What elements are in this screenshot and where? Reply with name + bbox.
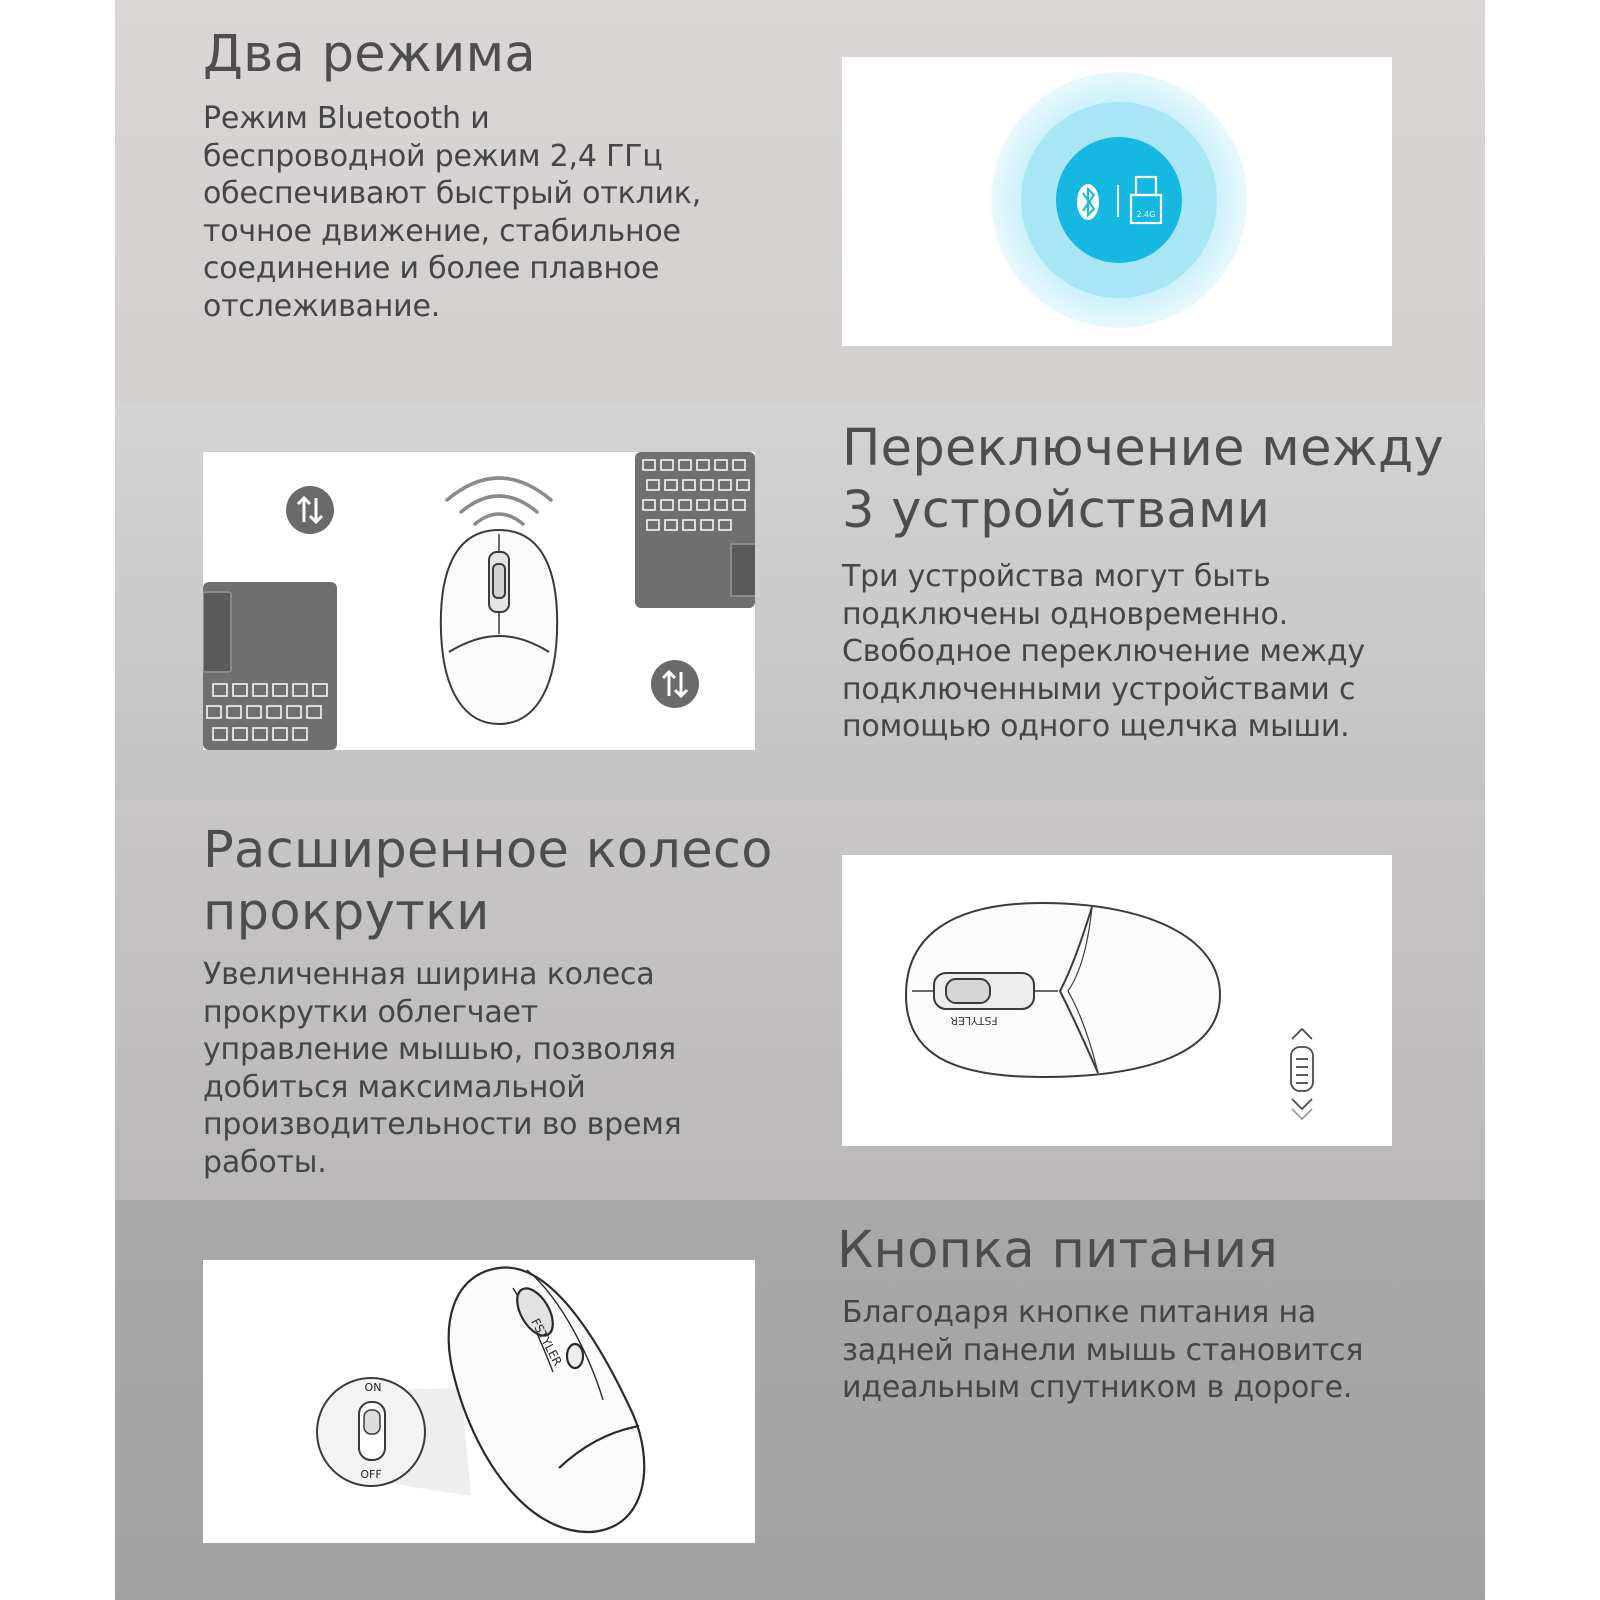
multi-device-description (842, 558, 1365, 746)
section-multi-device (115, 402, 1485, 800)
desc-line: работы. (203, 1144, 327, 1180)
desc-line: Режим Bluetooth и (203, 101, 490, 136)
power-switch-knob (364, 1410, 380, 1434)
bluetooth-icon (1077, 184, 1099, 220)
desc-line: точное движение, стабильное (203, 213, 681, 249)
desc-line: отслеживание. (203, 288, 441, 324)
mouse-brand: FSTYLER (950, 1014, 998, 1027)
switch-on-label: ON (364, 1381, 382, 1394)
mouse-brand: FSTYLER (528, 1316, 565, 1369)
desc-line: управление мышью, позволяя (203, 1032, 677, 1067)
desc-line: беспроводной режим 2,4 ГГц (203, 138, 663, 174)
title-line: 3 устройствами (842, 481, 1271, 540)
desc-line: производительности во время (203, 1107, 682, 1142)
desc-line: подключенными устройствами с (842, 671, 1356, 707)
desc-line: Три устройства могут быть (842, 559, 1271, 594)
dual-mode-title: Два режима (203, 25, 536, 84)
desc-line: помощью одного щелчка мыши. (842, 709, 1350, 744)
laptop-icon (203, 582, 337, 750)
laptop-icon (635, 452, 755, 608)
multi-device-image (203, 452, 755, 750)
desc-line: прокрутки облегчает (203, 994, 539, 1030)
desc-line: обеспечивают быстрый отклик, (203, 176, 702, 211)
scroll-wheel-title (203, 820, 773, 944)
dual-mode-image (842, 57, 1392, 346)
desc-line: Увеличенная ширина колеса (203, 957, 655, 992)
scroll-wheel-image (842, 855, 1392, 1146)
desc-line: добиться максимальной (203, 1069, 586, 1105)
infographic-page (115, 0, 1485, 1600)
switch-arrows-icon (651, 660, 699, 708)
power-button-description (842, 1294, 1363, 1407)
power-button-image (203, 1260, 755, 1543)
mouse-icon (449, 1268, 645, 1533)
section-scroll-wheel (115, 800, 1485, 1200)
title-line: Переключение между (842, 419, 1445, 478)
dual-mode-description (203, 100, 701, 325)
switch-off-label: OFF (360, 1468, 382, 1481)
receiver-label: 2.4G (1136, 210, 1156, 219)
mouse-icon (441, 530, 557, 724)
desc-line: идеальным спутником в дороге. (842, 1370, 1353, 1405)
switch-arrows-icon (286, 486, 334, 534)
multi-device-title (842, 418, 1444, 542)
section-dual-mode (115, 0, 1485, 402)
title-line: прокрутки (203, 883, 490, 942)
desc-line: подключены одновременно. (842, 596, 1288, 632)
power-switch-zoom (317, 1378, 425, 1486)
desc-line: задней панели мышь становится (842, 1332, 1364, 1368)
power-button-title: Кнопка питания (837, 1221, 1279, 1280)
mouse-icon (906, 903, 1220, 1077)
desc-line: Благодаря кнопке питания на (842, 1295, 1317, 1330)
desc-line: соединение и более плавное (203, 251, 660, 286)
title-line: Расширенное колесо (203, 821, 773, 880)
desc-line: Свободное переключение между (842, 634, 1365, 669)
scroll-wheel-icon (1291, 1029, 1313, 1119)
section-power-button (115, 1200, 1485, 1600)
wireless-signal-icon (447, 478, 551, 524)
scroll-wheel-description (203, 956, 682, 1181)
